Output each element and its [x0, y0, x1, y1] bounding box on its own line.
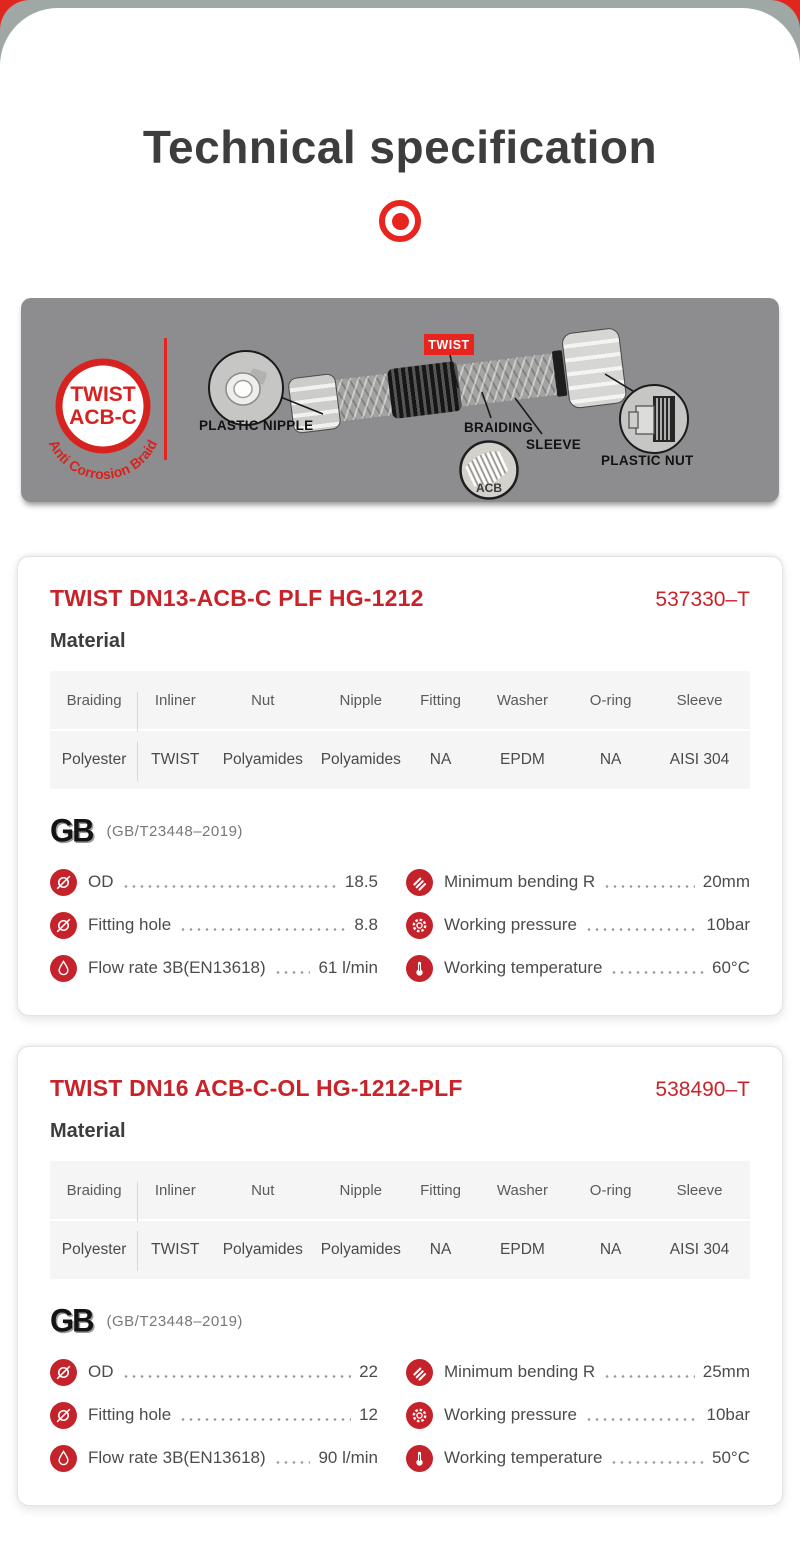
- cell-sleeve: AISI 304: [669, 751, 730, 768]
- material-table-header-row: [50, 671, 750, 729]
- product-code: 538490–T: [655, 1078, 750, 1101]
- cell-inliner: TWIST: [151, 751, 200, 768]
- spec-label: OD: [88, 872, 114, 891]
- spec-value: 8.8: [354, 915, 378, 934]
- spec-row-working-pressure: [406, 1400, 750, 1430]
- dotted-leader: [274, 970, 311, 975]
- spec-value: 18.5: [344, 872, 378, 891]
- spec-label: Working pressure: [444, 1405, 577, 1424]
- cell-fitting: NA: [429, 751, 452, 768]
- material-table-value-row: [50, 731, 750, 789]
- spec-column-right: [400, 1357, 750, 1473]
- thermometer-icon: [406, 1445, 433, 1472]
- spec-value: 10bar: [706, 915, 750, 934]
- cell-oring: NA: [599, 1241, 622, 1258]
- standard-row: [50, 813, 750, 849]
- acb-label: ACB: [476, 481, 502, 495]
- material-table-value-row: [50, 1221, 750, 1279]
- col-washer: Washer: [496, 691, 548, 709]
- spec-label: Working temperature: [444, 958, 603, 977]
- spec-value: 60°C: [712, 958, 750, 977]
- acb-detail-circle: [458, 439, 520, 501]
- badge-arc-text: Anti Corrosion Braid: [45, 437, 161, 483]
- spec-value: 22: [359, 1362, 378, 1381]
- spec-label: Working temperature: [444, 1448, 603, 1467]
- cell-inliner: TWIST: [151, 1241, 200, 1258]
- drop-icon: [50, 1445, 77, 1472]
- cell-oring: NA: [599, 751, 622, 768]
- spec-value: 90 l/min: [318, 1448, 378, 1467]
- col-fitting: Fitting: [420, 1181, 461, 1199]
- spec-row-min-bending: [406, 1357, 750, 1387]
- twist-tag: TWIST: [424, 334, 474, 355]
- diameter-icon: [50, 1359, 77, 1386]
- dotted-leader: [585, 927, 699, 932]
- material-table: [50, 671, 750, 789]
- cell-nipple: Polyamides: [320, 1241, 401, 1258]
- gear-icon: [406, 912, 433, 939]
- gb-logo: GB: [50, 812, 93, 849]
- cell-braiding: Polyester: [50, 751, 138, 769]
- product-diagram-panel: [21, 298, 779, 502]
- product-card-1: [17, 556, 783, 1016]
- page-title: Technical specification: [142, 121, 658, 173]
- spec-label: OD: [88, 1362, 114, 1381]
- section-divider-icon: [379, 200, 421, 242]
- material-table-header-row: [50, 1161, 750, 1219]
- col-sleeve: Sleeve: [676, 691, 723, 709]
- diameter-icon: [50, 1402, 77, 1429]
- col-inliner: Inliner: [154, 1181, 196, 1199]
- product-card-2: [17, 1046, 783, 1506]
- col-nut: Nut: [251, 1181, 275, 1199]
- col-oring: O-ring: [589, 1181, 632, 1199]
- material-heading: Material: [50, 1120, 126, 1142]
- spec-label: Fitting hole: [88, 915, 172, 934]
- badge-line1: TWIST: [70, 383, 136, 406]
- standard-code: (GB/T23448–2019): [106, 822, 243, 840]
- col-fitting: Fitting: [420, 691, 461, 709]
- cell-nut: Polyamides: [222, 751, 303, 768]
- dotted-leader: [610, 1460, 704, 1465]
- sleeve-label: SLEEVE: [526, 437, 582, 452]
- spec-value: 20mm: [702, 872, 750, 891]
- spec-row-flow-rate: [50, 1443, 378, 1473]
- col-sleeve: Sleeve: [676, 1181, 723, 1199]
- dotted-leader: [179, 927, 346, 932]
- donut-core: [392, 213, 409, 230]
- cell-washer: EPDM: [500, 751, 545, 768]
- spec-row-od: [50, 1357, 378, 1387]
- spec-value: 25mm: [702, 1362, 750, 1381]
- dotted-leader: [122, 884, 337, 889]
- spec-grid: [50, 1357, 750, 1473]
- cell-nut: Polyamides: [222, 1241, 303, 1258]
- dotted-leader: [274, 1460, 311, 1465]
- material-table: [50, 1161, 750, 1279]
- nut-detail-circle: [617, 382, 691, 456]
- spec-label: Fitting hole: [88, 1405, 172, 1424]
- cell-sleeve: AISI 304: [669, 1241, 730, 1258]
- product-code: 537330–T: [655, 588, 750, 611]
- spec-row-min-bending: [406, 867, 750, 897]
- spec-row-working-pressure: [406, 910, 750, 940]
- spec-column-right: [400, 867, 750, 983]
- col-nipple: Nipple: [339, 1181, 383, 1199]
- product-title: TWIST DN16 ACB-C-OL HG-1212-PLF: [50, 1075, 463, 1101]
- bend-icon: [406, 1359, 433, 1386]
- spec-label: Flow rate 3B(EN13618): [88, 1448, 266, 1467]
- diameter-icon: [50, 912, 77, 939]
- cell-fitting: NA: [429, 1241, 452, 1258]
- cell-nipple: Polyamides: [320, 751, 401, 768]
- gear-icon: [406, 1402, 433, 1429]
- col-nut: Nut: [251, 691, 275, 709]
- spec-label: Minimum bending R: [444, 1362, 596, 1381]
- material-heading: Material: [50, 630, 126, 652]
- spec-label: Working pressure: [444, 915, 577, 934]
- spec-grid: [50, 867, 750, 983]
- nipple-detail-circle: [206, 348, 286, 428]
- col-inliner: Inliner: [154, 691, 196, 709]
- col-braiding: Braiding: [50, 692, 138, 709]
- col-braiding: Braiding: [50, 1182, 138, 1199]
- gb-logo: GB: [50, 1302, 93, 1339]
- spec-label: Flow rate 3B(EN13618): [88, 958, 266, 977]
- card-header: [50, 585, 750, 612]
- spec-column-left: [50, 1357, 400, 1473]
- spec-row-working-temperature: [406, 1443, 750, 1473]
- bend-icon: [406, 869, 433, 896]
- braiding-label: BRAIDING: [464, 420, 534, 435]
- dotted-leader: [122, 1374, 352, 1379]
- spec-value: 10bar: [706, 1405, 750, 1424]
- plastic-nipple-label: PLASTIC NIPPLE: [199, 418, 314, 433]
- spec-row-flow-rate: [50, 953, 378, 983]
- drop-icon: [50, 955, 77, 982]
- spec-value: 50°C: [712, 1448, 750, 1467]
- content-sheet: [0, 8, 800, 1559]
- standard-row: [50, 1303, 750, 1339]
- dotted-leader: [603, 884, 695, 889]
- badge-line2: ACB-C: [69, 406, 137, 429]
- cell-braiding: Polyester: [50, 1241, 138, 1259]
- card-header: [50, 1075, 750, 1102]
- col-nipple: Nipple: [339, 691, 383, 709]
- product-title: TWIST DN13-ACB-C PLF HG-1212: [50, 585, 424, 611]
- spec-column-left: [50, 867, 400, 983]
- thermometer-icon: [406, 955, 433, 982]
- col-washer: Washer: [496, 1181, 548, 1199]
- dotted-leader: [603, 1374, 695, 1379]
- spec-value: 12: [359, 1405, 378, 1424]
- dotted-leader: [179, 1417, 351, 1422]
- dotted-leader: [610, 970, 704, 975]
- spec-row-fitting-hole: [50, 1400, 378, 1430]
- spec-row-working-temperature: [406, 953, 750, 983]
- standard-code: (GB/T23448–2019): [106, 1312, 243, 1330]
- cell-washer: EPDM: [500, 1241, 545, 1258]
- spec-label: Minimum bending R: [444, 872, 596, 891]
- spec-value: 61 l/min: [318, 958, 378, 977]
- plastic-nut-label: PLASTIC NUT: [601, 453, 694, 468]
- spec-row-od: [50, 867, 378, 897]
- dotted-leader: [585, 1417, 699, 1422]
- diameter-icon: [50, 869, 77, 896]
- col-oring: O-ring: [589, 691, 632, 709]
- spec-row-fitting-hole: [50, 910, 378, 940]
